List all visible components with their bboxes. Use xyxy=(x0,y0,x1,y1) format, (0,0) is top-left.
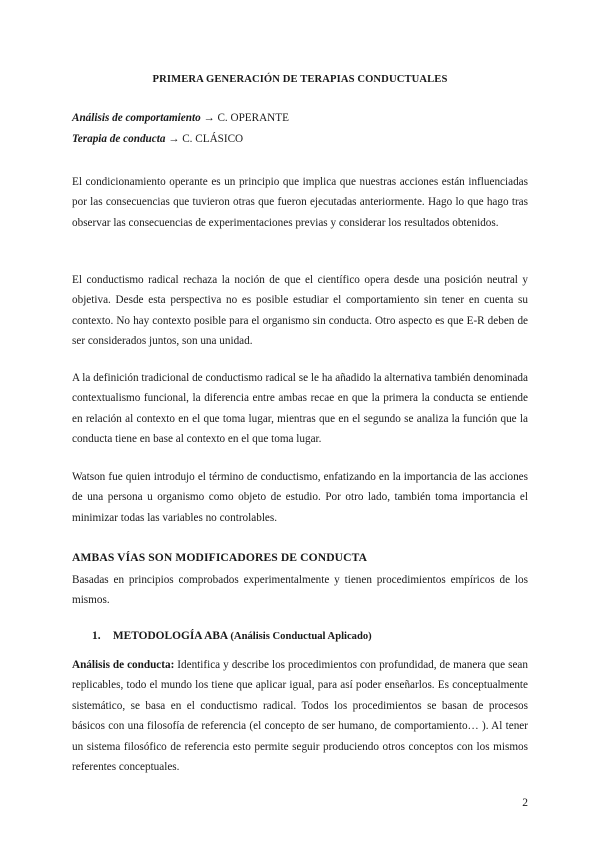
definition-value: C. CLÁSICO xyxy=(182,133,244,145)
paragraph-radical-behaviorism: El conductismo radical rechaza la noción de que el científico opera desde una posición neutral y objetiva. Desde esta perspectiva no es posible estudiar el comportamiento sin tener en cuenta su contexto. No hay contexto posible para el organismo sin conducta. Otro aspecto es que E-R deben de ser considerados juntos, son una unidad. xyxy=(72,274,528,348)
subsection-text: Identifica y describe los procedimientos con profundidad, de manera que sean replicables, todo el mundo los tiene que aplicar igual, para así poder enseñarlos. Es conceptualmente sistemático, se basa en el conductismo radical. Todos los procedimientos se basan de procesos básicos con una filosofía de referencia (el concepto de ser humano, de comportamiento… ). Al tener un sistema filosófico de referencia esto permite seguir produciendo otros conceptos con los mismos referentes conceptuales. xyxy=(72,659,528,774)
definition-value: C. OPERANTE xyxy=(217,112,289,124)
definition-term: Terapia de conducta xyxy=(72,133,166,145)
section-paragraph: Basadas en principios comprobados experimentalmente y tienen procedimientos empíricos de los mismos. xyxy=(72,574,528,607)
arrow-icon: → xyxy=(203,112,215,124)
section-heading: AMBAS VÍAS SON MODIFICADORES DE CONDUCTA xyxy=(72,551,368,564)
definition-term: Análisis de comportamiento xyxy=(72,112,201,124)
subsection-title: METODOLOGÍA ABA xyxy=(112,630,228,642)
paragraph-functional-contextualism: A la definición tradicional de conductismo radical se le ha añadido la alternativa también denominada contextualismo funcional, la diferencia entre ambas recae en que la primera la conducta se entiende en relación al contexto en el que toma lugar, mientras que en el segundo se analiza la función que la conducta tiene en base al contexto en el que toma lugar. xyxy=(72,372,528,446)
arrow-icon: → xyxy=(168,133,180,145)
subsection-lead: Análisis de conducta: xyxy=(72,659,175,671)
page-number: 2 xyxy=(522,797,528,809)
paragraph-watson: Watson fue quien introdujo el término de conductismo, enfatizando en la importancia de las acciones de una persona u organismo como objeto de estudio. Por otro lado, también toma importancia el minimizar todas las variables no controlables. xyxy=(72,471,528,524)
document-title: PRIMERA GENERACIÓN DE TERAPIAS CONDUCTUALES xyxy=(152,74,448,85)
definition-classic xyxy=(72,129,243,149)
document-page xyxy=(72,0,528,848)
subsection-heading xyxy=(92,630,372,642)
subsection-paren: (Análisis Conductual Aplicado) xyxy=(230,631,372,642)
subsection-number: 1. xyxy=(92,630,101,642)
paragraph-operant-conditioning: El condicionamiento operante es un principio que implica que nuestras acciones están influenciadas por las consecuencias que tuvieron otras que fueron ejecutadas anteriormente. Hago lo que hago tras observar las consecuencias de experimentaciones previas y considerar los resultados obtenidos. xyxy=(72,176,528,229)
definition-operant xyxy=(72,108,289,128)
subsection-paragraph xyxy=(72,655,528,777)
